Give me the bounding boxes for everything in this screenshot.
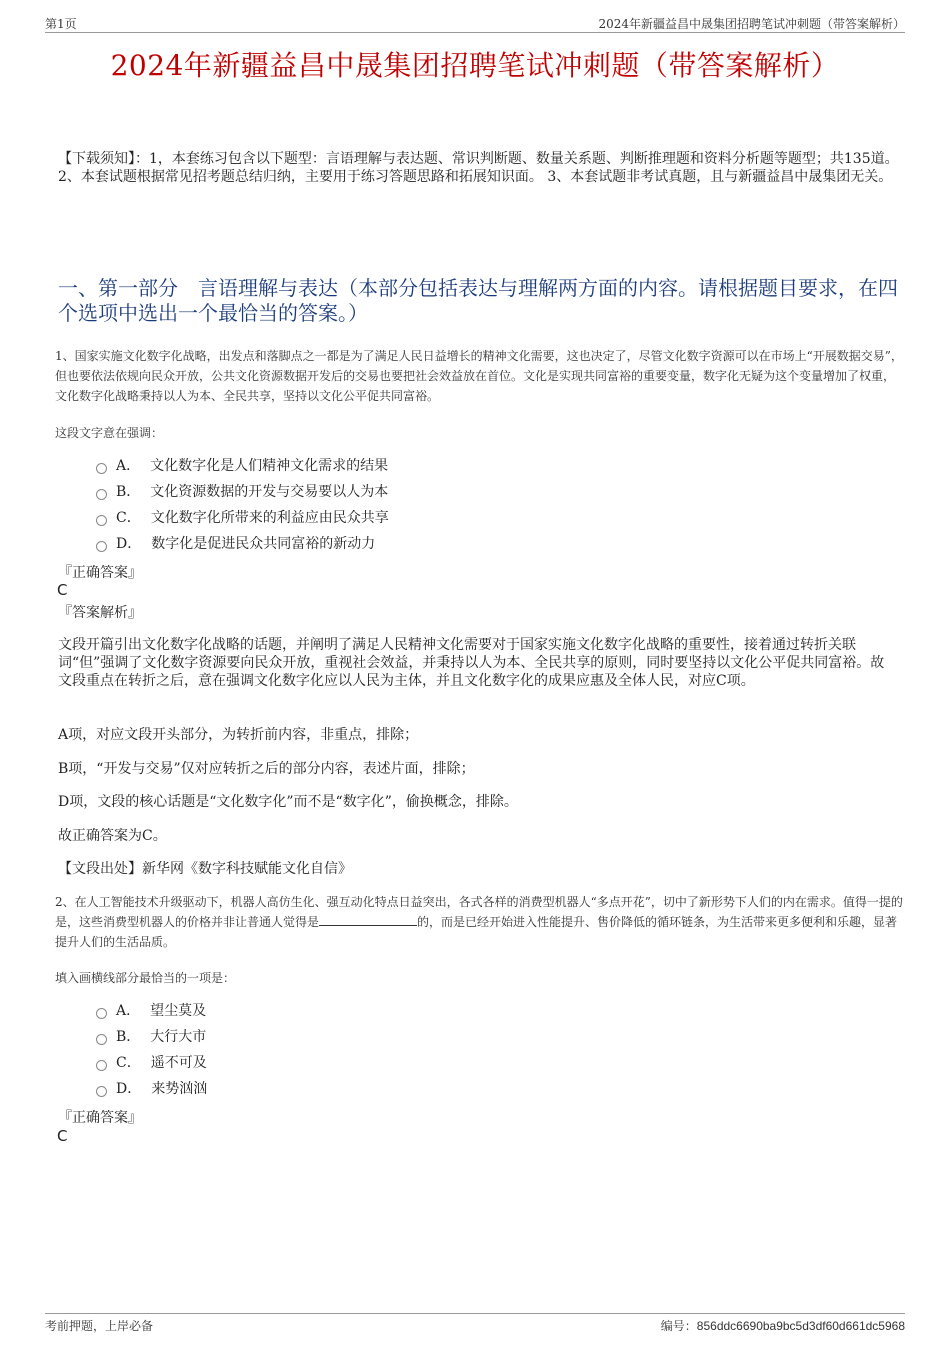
option-b[interactable] <box>96 1024 696 1050</box>
option-a[interactable] <box>96 998 696 1024</box>
option-letter: C． <box>116 1055 141 1071</box>
radio-icon[interactable] <box>96 463 107 474</box>
option-text: 大行大市 <box>150 1029 207 1045</box>
question-2-text-after: 的，而是已经开始进入性能提升、售价降低的循环链条，为生活带来更多便利和乐趣，显著提升人们的生活品质。 <box>55 915 898 949</box>
analysis-label: 『答案解析』 <box>58 605 142 621</box>
option-b[interactable] <box>96 479 696 505</box>
footer-slogan: 考前押题，上岸必备 <box>45 1319 154 1333</box>
option-text: 文化数字化是人们精神文化需求的结果 <box>150 458 389 474</box>
option-c[interactable] <box>96 505 696 531</box>
page-number: 第1页 <box>45 17 77 31</box>
option-text: 遥不可及 <box>150 1055 207 1071</box>
radio-icon[interactable] <box>96 1086 107 1097</box>
question-2-text-before: 2、在人工智能技术升级驱动下，机器人高仿生化、强互动化特点日益突出，各式各样的消费型机器人“多点开花”，切中了新形势下人们的内在需求。值得一提的是，这些消费型机器人的价格并非让普通人觉得是 <box>55 895 903 929</box>
question-2-prompt: 填入画横线部分最恰当的一项是： <box>55 971 236 985</box>
option-d[interactable] <box>96 531 696 557</box>
option-letter: D． <box>116 1081 142 1097</box>
option-letter: B． <box>116 484 141 500</box>
analysis-conclusion: 故正确答案为C。 <box>58 828 167 844</box>
option-text: 来势汹汹 <box>151 1081 208 1097</box>
answer-label: 『正确答案』 <box>58 1110 142 1126</box>
document-title: 2024年新疆益昌中晟集团招聘笔试冲刺题（带答案解析） <box>110 49 840 82</box>
analysis-option-b: B项，“开发与交易”仅对应转折之后的部分内容，表述片面，排除； <box>58 761 475 777</box>
option-c[interactable] <box>96 1050 696 1076</box>
option-text: 望尘莫及 <box>150 1003 207 1019</box>
code-value: 856ddc6690ba9bc5d3df60d661dc5968 <box>696 1319 905 1333</box>
option-letter: C． <box>116 510 141 526</box>
radio-icon[interactable] <box>96 541 107 552</box>
option-letter: B． <box>116 1029 141 1045</box>
analysis-option-d: D项，文段的核心话题是“文化数字化”而不是“数字化”，偷换概念，排除。 <box>58 794 518 810</box>
analysis-text: 文段开篇引出文化数字化战略的话题，并阐明了满足人民精神文化需要对于国家实施文化数字化战略的重要性，接着通过转折关联词“但”强调了文化数字资源要向民众开放，重视社会效益，并秉持以人为本、全民共享的原则，同时要坚持以文化公平促共同富裕。故文段重点在转折之后，意在强调文化数字化应以人民为主体，并且文化数字化的成果应惠及全体人民，对应C项。 <box>58 637 885 689</box>
option-letter: A． <box>116 458 141 474</box>
question-1-prompt: 这段文字意在强调： <box>55 426 164 440</box>
radio-icon[interactable] <box>96 489 107 500</box>
option-letter: A． <box>116 1003 141 1019</box>
option-text: 文化数字化所带来的利益应由民众共享 <box>150 510 389 526</box>
radio-icon[interactable] <box>96 515 107 526</box>
header-doc-title: 2024年新疆益昌中晟集团招聘笔试冲刺题（带答案解析） <box>598 17 905 31</box>
radio-icon[interactable] <box>96 1060 107 1071</box>
option-text: 数字化是促进民众共同富裕的新动力 <box>151 536 376 552</box>
page-footer <box>45 1313 905 1332</box>
answer-value: C <box>57 581 68 599</box>
question-2-options <box>96 998 696 1102</box>
fill-blank <box>319 913 417 926</box>
passage-source: 【文段出处】新华网《数字科技赋能文化自信》 <box>58 861 352 877</box>
radio-icon[interactable] <box>96 1008 107 1019</box>
option-letter: D． <box>116 536 142 552</box>
code-label: 编号： <box>660 1319 697 1333</box>
analysis-option-a: A项，对应文段开头部分，为转折前内容，非重点，排除； <box>58 727 419 743</box>
option-text: 文化资源数据的开发与交易要以人为本 <box>150 484 389 500</box>
option-a[interactable] <box>96 453 696 479</box>
document-code <box>661 1317 905 1334</box>
option-d[interactable] <box>96 1076 696 1102</box>
download-notice: 【下载须知】：1，本套练习包含以下题型：言语理解与表达题、常识判断题、数量关系题、判断推理题和资料分析题等题型；共135道。 2、本套试题根据常见招考题总结归纳，主要用于练习答题思路和拓展知识面。 3、本套试题非考试真题，且与新疆益昌中晟集团无关。 <box>58 151 899 185</box>
question-1-options <box>96 453 696 557</box>
section-heading: 一、第一部分 言语理解与表达（本部分包括表达与理解两方面的内容。请根据题目要求，在四个选项中选出一个最恰当的答案。） <box>58 276 898 325</box>
answer-label: 『正确答案』 <box>58 565 142 581</box>
answer-value: C <box>57 1127 68 1145</box>
radio-icon[interactable] <box>96 1034 107 1045</box>
question-1-text: 1、国家实施文化数字化战略，出发点和落脚点之一都是为了满足人民日益增长的精神文化需要，这也决定了，尽管文化数字资源可以在市场上“开展数据交易”，但也要依法依规向民众开放，公共文化资源数据开发后的交易也要把社会效益放在首位。文化是实现共同富裕的重要变量，数字化无疑为这个变量增加了权重，文化数字化战略秉持以人为本、全民共享，坚持以文化公平促共同富裕。 <box>55 349 903 403</box>
page-header <box>45 14 905 33</box>
question-2-text <box>55 892 905 952</box>
